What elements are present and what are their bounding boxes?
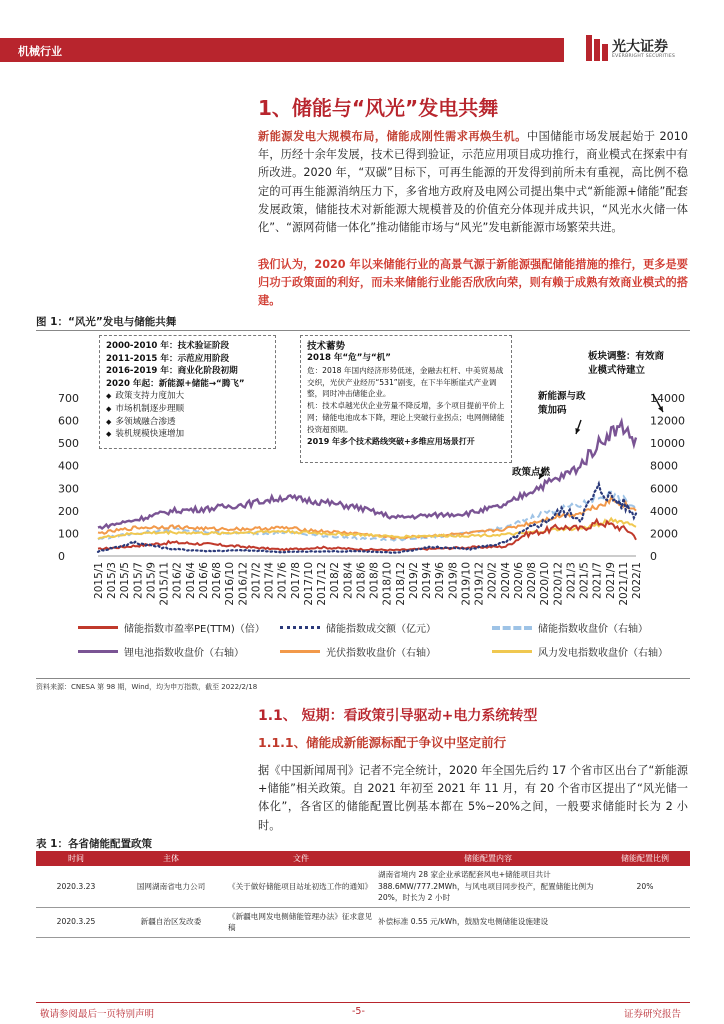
y-right-tick-label: 0 (650, 550, 657, 563)
x-tick-label: 2020/6 (512, 562, 525, 599)
annotation-line: 板块调整：有效商 (588, 351, 665, 362)
x-tick-label: 2019/4 (421, 562, 434, 599)
annotation-line: 业模式待建立 (588, 364, 646, 376)
annotation-sector-adjust (588, 350, 664, 377)
y-right-tick-label: 2000 (650, 527, 678, 541)
x-tick-label: 2020/12 (552, 562, 565, 606)
table-header-row (36, 851, 690, 866)
table-header: 储能配置内容 (376, 851, 600, 866)
table-cell: 2020.3.23 (36, 866, 116, 907)
legend-label: 储能指数市盈率PE(TTM)（倍） (124, 624, 265, 635)
x-tick-label: 2022/1 (631, 562, 643, 599)
x-tick-label: 2018/2 (329, 562, 342, 599)
x-tick-label: 2021/7 (591, 562, 604, 599)
y-left-tick-label: 400 (58, 459, 79, 473)
table-header: 储能配置比例 (600, 851, 690, 866)
x-tick-label: 2015/7 (132, 562, 145, 599)
y-left-tick-label: 200 (58, 504, 79, 518)
table-cell: 补偿标准 0.55 元/kWh，鼓励发电侧储能设施建设 (376, 907, 600, 937)
stage-line: 2011-2015 年：示范应用阶段 (106, 353, 230, 364)
table-title: 表 1：各省储能配置政策 (36, 838, 152, 850)
x-tick-label: 2018/12 (394, 562, 407, 606)
stage-bullet: ◆ 市场机制逐步理顺 (106, 403, 269, 416)
x-tick-label: 2016/2 (171, 562, 184, 599)
stage-line: 2016-2019 年：商业化阶段初期 (106, 366, 238, 377)
y-left-tick-label: 0 (58, 550, 65, 563)
table-cell: 《关于做好储能项目站址初选工作的通知》 (226, 866, 376, 907)
x-tick-label: 2019/12 (473, 562, 486, 606)
intro-body: 中国储能市场发展起始于 2010 年，历经十余年发展，技术已得到验证，示范应用项目成功推行，商业模式在探索中有所改进。2020 年，“双碳”目标下，可再生能源的开发得到前所未有重视，高比例不稳定的可再生能源消纳压力下，多省地方政府及电网公司提出集中式“新能源+储能”配套发展政策，储能技术对新能源大规模普及的价值充分体现并成共识，“风光水火储一体化”、“源网荷储一体化”推动储能市场与“风光”发电新能源市场繁荣共进。 (258, 130, 688, 235)
y-right-tick-label: 14000 (650, 392, 685, 405)
annotation-policy-ignite: 政策点燃 (512, 467, 551, 478)
legend-swatch (280, 626, 320, 629)
page-number: -5- (352, 1006, 365, 1017)
x-tick-label: 2018/4 (342, 562, 355, 599)
brand-logo (586, 33, 706, 63)
legend-swatch (78, 626, 118, 629)
stage-bullet: ◆ 装机规模快速增加 (106, 428, 269, 441)
x-tick-label: 2017/6 (276, 562, 289, 599)
legend-swatch (492, 626, 532, 630)
legend-label: 锂电池指数收盘价（右轴） (124, 648, 244, 659)
subsection-title: 1.1、 短期：看政策引导驱动+电力系统转型 (258, 708, 538, 724)
annotation-line: 新能源与政 (538, 391, 586, 402)
stage-bullet: ◆ 政策支持力度加大 (106, 390, 269, 403)
table-cell: 《新疆电网发电侧储能管理办法》征求意见稿 (226, 907, 376, 937)
table-header: 时间 (36, 851, 116, 866)
subsubsection-title: 1.1.1、储能成新能源标配于争议中坚定前行 (258, 735, 507, 750)
stage-line: 2020 年起：新能源+储能→“腾飞” (106, 378, 245, 389)
table-header: 主体 (116, 851, 226, 866)
x-tick-label: 2015/3 (106, 562, 119, 599)
body-paragraph: 据《中国新闻周刊》记者不完全统计，2020 年全国先后约 17 个省市区出台了“新能源+储能”相关政策。自 2021 年初至 2021 年 11 月，有 20 个省市区提出了“风光储一体化”，各省区的储能配置比例基本都在 5%~20%之间，一般要求储能时长为 2 小时。 (258, 764, 688, 832)
x-tick-label: 2016/6 (197, 562, 210, 599)
legend-label: 风力发电指数收盘价（右轴） (538, 648, 668, 659)
x-tick-label: 2018/6 (355, 562, 368, 599)
policy-table (36, 851, 690, 938)
table-cell: 20% (600, 866, 690, 907)
stage-line: 2000-2010 年：技术验证阶段 (106, 341, 230, 351)
x-tick-label: 2017/2 (250, 562, 263, 599)
x-tick-label: 2017/8 (289, 562, 302, 599)
table-cell: 湖南省境内 28 家企业承诺配套风电+储能项目共计 388.6MW/777.2MWh，与风电项目同步投产，配置储能比例为 20%，时长为 2 小时 (376, 866, 600, 907)
x-tick-label: 2020/4 (499, 562, 512, 599)
source-divider (36, 678, 690, 679)
x-tick-label: 2019/6 (434, 562, 447, 599)
stage-box (99, 335, 276, 449)
y-right-tick-label: 6000 (650, 482, 678, 496)
x-tick-label: 2021/11 (617, 562, 630, 606)
intro-lead: 新能源发电大规模布局，储能成刚性需求再焕生机。 (258, 130, 527, 143)
y-left-tick-label: 300 (58, 482, 79, 496)
x-tick-label: 2017/10 (302, 562, 315, 606)
table-row (36, 907, 690, 937)
x-tick-label: 2018/10 (381, 562, 394, 606)
tech-box-opportunity: 机：技术卓越光伏企业劳量不降反增，多个项目提前平价上网；储能电池成本下降，理论上突破行业拐点；电网侧储能投资超预期。 (307, 401, 505, 434)
brand-mark-icon (586, 35, 608, 61)
table-cell: 国网湖南省电力公司 (116, 866, 226, 907)
legend-swatch (280, 650, 320, 653)
section-title: 1、储能与“风光”发电共舞 (258, 96, 499, 120)
x-tick-label: 2020/8 (526, 562, 539, 599)
table-cell: 2020.3.25 (36, 907, 116, 937)
tech-box-subtitle: 2018 年“危”与“机” (307, 353, 391, 363)
header-bar (0, 38, 564, 62)
x-tick-label: 2015/5 (119, 562, 132, 599)
legend-swatch (492, 650, 532, 653)
y-left-tick-label: 700 (58, 392, 79, 405)
tech-box-footer: 2019 年多个技术路线突破+多维应用场景打开 (307, 436, 475, 446)
sector-label: 机械行业 (18, 45, 62, 58)
table-header: 文件 (226, 851, 376, 866)
x-tick-label: 2016/12 (237, 562, 250, 606)
x-tick-label: 2015/9 (145, 562, 158, 599)
x-tick-label: 2021/5 (578, 562, 591, 599)
x-tick-label: 2017/4 (263, 562, 276, 599)
stage-bullet: ◆ 多领域融合渗透 (106, 416, 269, 429)
y-right-tick-label: 8000 (650, 459, 678, 473)
legend-label: 储能指数成交额（亿元） (326, 624, 436, 635)
opinion-paragraph: 我们认为，2020 年以来储能行业的高景气源于新能源强配储能措施的推行，更多是要归功于政策面的利好，而未来储能行业能否欣欣向荣，则有赖于成熟有效商业模式的搭建。 (258, 258, 688, 308)
table-cell (600, 907, 690, 937)
annotation-line: 策加码 (538, 404, 567, 416)
y-right-tick-label: 10000 (650, 437, 685, 451)
x-tick-label: 2017/12 (316, 562, 329, 606)
x-tick-label: 2021/3 (565, 562, 578, 599)
x-tick-label: 2016/10 (224, 562, 237, 606)
footer-divider (36, 1002, 690, 1003)
y-left-tick-label: 100 (58, 527, 79, 541)
brand-name-en: EVERBRIGHT SECURITIES (612, 54, 676, 59)
intro-paragraph (258, 128, 688, 237)
tech-box-risk: 危：2018 年国内经济形势低迷，金融去杠杆、中美贸易战交织，光伏产业经历“531”剧变，在下半年断崖式产业调整，同时冲击储能企业。 (307, 365, 504, 399)
annotation-policy-boost (538, 390, 586, 417)
y-left-tick-label: 500 (58, 437, 79, 451)
y-right-tick-label: 4000 (650, 504, 678, 518)
x-tick-label: 2015/11 (158, 562, 171, 606)
legend-label: 储能指数收盘价（右轴） (538, 624, 648, 635)
y-left-tick-label: 600 (58, 414, 79, 428)
x-tick-label: 2021/9 (604, 562, 617, 599)
tech-box-title: 技术蓄势 (307, 341, 346, 352)
figure-divider (36, 330, 690, 331)
x-tick-label: 2016/4 (184, 562, 197, 599)
legend-swatch (78, 650, 118, 653)
legend-label: 光伏指数收盘价（右轴） (326, 648, 436, 659)
x-tick-label: 2019/10 (460, 562, 473, 606)
stage-bullets (106, 390, 269, 440)
x-tick-label: 2015/1 (93, 562, 105, 599)
x-tick-label: 2020/2 (486, 562, 499, 599)
source-note: 资料来源：CNESA 第 98 期，Wind，均为申万指数，截至 2022/2/18 (36, 683, 258, 691)
footer-report-type: 证券研究报告 (624, 1009, 682, 1020)
tech-box (300, 335, 512, 463)
annotation-arrowhead (575, 428, 580, 434)
x-tick-label: 2016/8 (211, 562, 224, 599)
x-tick-label: 2018/8 (368, 562, 381, 599)
x-tick-label: 2019/2 (407, 562, 420, 599)
table-cell: 新疆自治区发改委 (116, 907, 226, 937)
y-right-tick-label: 12000 (650, 414, 685, 428)
table-row (36, 866, 690, 907)
footer-disclaimer: 敬请参阅最后一页特别声明 (40, 1009, 155, 1020)
x-tick-label: 2020/10 (539, 562, 552, 606)
x-tick-label: 2019/8 (447, 562, 460, 599)
figure-title: 图 1：“风光”发电与储能共舞 (36, 316, 177, 328)
brand-name: 光大证券 (612, 39, 668, 55)
